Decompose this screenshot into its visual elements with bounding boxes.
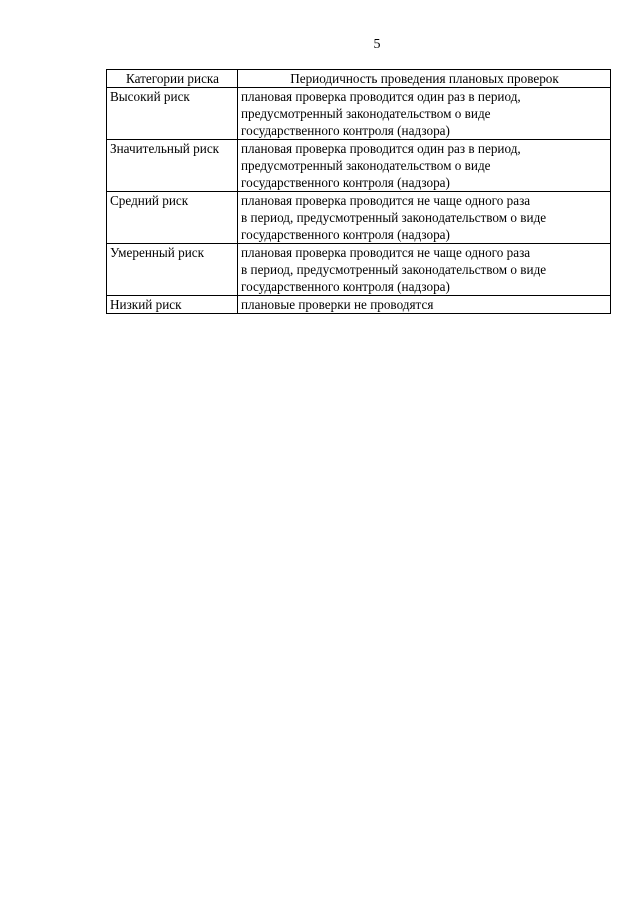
frequency-line: в период, предусмотренный законодательством о виде <box>241 210 547 225</box>
table-row <box>107 296 611 314</box>
frequency-line: государственного контроля (надзора) <box>241 279 450 294</box>
frequency-line: государственного контроля (надзора) <box>241 227 450 242</box>
risk-category-table <box>106 69 611 314</box>
frequency-line: плановая проверка проводится один раз в период, <box>241 141 521 156</box>
frequency-line: государственного контроля (надзора) <box>241 123 450 138</box>
risk-category-cell: Умеренный риск <box>107 244 238 296</box>
table-row <box>107 88 611 140</box>
table-header-row <box>107 70 611 88</box>
frequency-line: плановая проверка проводится не чаще одного раза <box>241 193 531 208</box>
frequency-line: в период, предусмотренный законодательством о виде <box>241 262 547 277</box>
header-risk-category: Категории риска <box>107 70 238 88</box>
table-row <box>107 140 611 192</box>
frequency-line: государственного контроля (надзора) <box>241 175 450 190</box>
risk-category-cell: Высокий риск <box>107 88 238 140</box>
table-row <box>107 244 611 296</box>
inspection-frequency-cell <box>238 296 611 314</box>
risk-category-cell: Средний риск <box>107 192 238 244</box>
inspection-frequency-cell <box>238 140 611 192</box>
inspection-frequency-cell <box>238 192 611 244</box>
frequency-line: плановая проверка проводится один раз в период, <box>241 89 521 104</box>
inspection-frequency-cell <box>238 244 611 296</box>
frequency-line: плановые проверки не проводятся <box>241 297 434 312</box>
risk-category-cell: Значительный риск <box>107 140 238 192</box>
table-row <box>107 192 611 244</box>
risk-category-cell: Низкий риск <box>107 296 238 314</box>
header-inspection-frequency: Периодичность проведения плановых проверок <box>238 70 611 88</box>
page-number: 5 <box>373 37 381 52</box>
frequency-line: плановая проверка проводится не чаще одного раза <box>241 245 531 260</box>
frequency-line: предусмотренный законодательством о виде <box>241 106 491 121</box>
frequency-line: предусмотренный законодательством о виде <box>241 158 491 173</box>
inspection-frequency-cell <box>238 88 611 140</box>
